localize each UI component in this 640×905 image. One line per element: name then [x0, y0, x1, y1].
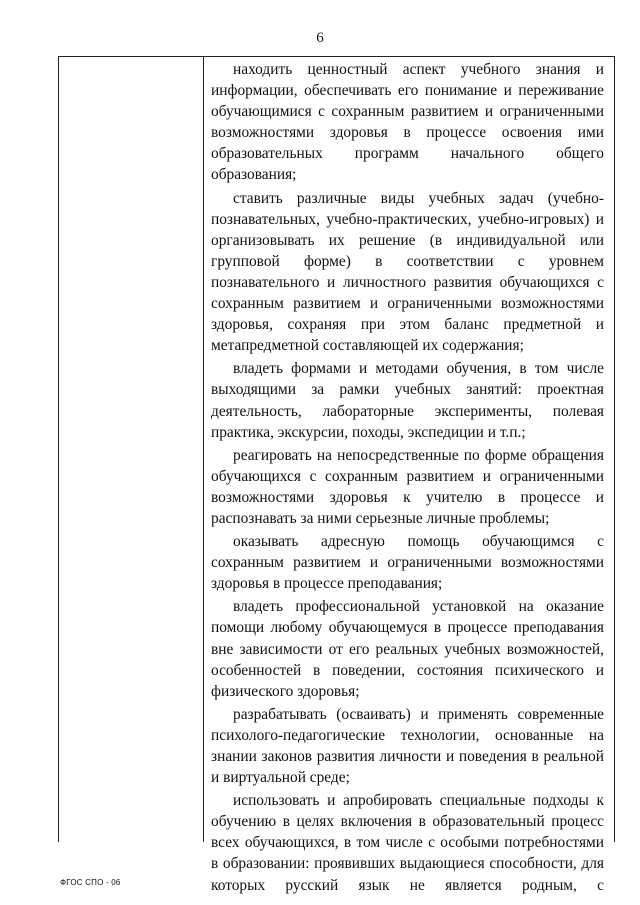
table-right-column: [211, 59, 604, 896]
column-divider: [203, 57, 204, 842]
paragraph: разрабатывать (осваивать) и применять современные психолого-педагогические технологии, основанные на знании законов развития личности и поведения в реальной и виртуальной среде;: [211, 705, 604, 787]
paragraph: владеть профессиональной установкой на оказание помощи любому обучающемуся в процессе преподавания вне зависимости от его реальных учебных возможностей, особенностей в поведении, состояния психического и физического здоровья;: [211, 598, 604, 700]
paragraph: владеть формами и методами обучения, в том числе выходящими за рамки учебных занятий: проектная деятельность, лабораторные эксперименты, полевая практика, экскурсии, походы, экспедиции и т.п.;: [211, 360, 604, 441]
paragraph: находить ценностный аспект учебного знания и информации, обеспечивать его понимание и переживание обучающимися с сохранным развитием и ограниченными возможностями здоровья в процессе освоения ими образовательных программ начального общего образования;: [211, 61, 604, 184]
paragraph: ставить различные виды учебных задач (учебно-познавательных, учебно-практических, учебно-игровых) и организовывать их решение (в индивидуальной или групповой форме) в соответствии с уровнем познавательного и личностного развития обучающихся с сохранным развитием и ограниченными возможностями здоровья, сохраняя при этом баланс предметной и метапредметной составляющей их содержания;: [211, 189, 604, 355]
paragraph: реагировать на непосредственные по форме обращения обучающихся с сохранным развитием и ограниченными возможностями здоровья к учителю в процессе и распознавать за ними серьезные личные проблемы;: [211, 446, 604, 527]
footer-stamp: ФГОС СПО - 06: [60, 878, 121, 887]
paragraph: оказывать адресную помощь обучающимся с сохранным развитием и ограниченными возможностями здоровья в процессе преподавания;: [211, 533, 604, 593]
paragraph: использовать и апробировать специальные подходы к обучению в целях включения в образовательный процесс всех обучающихся, в том числе с особыми потребностями в образовании: проявивших выдающиеся способности, для которых русский язык не является родным, с: [211, 792, 604, 894]
page-number: 6: [316, 30, 324, 46]
